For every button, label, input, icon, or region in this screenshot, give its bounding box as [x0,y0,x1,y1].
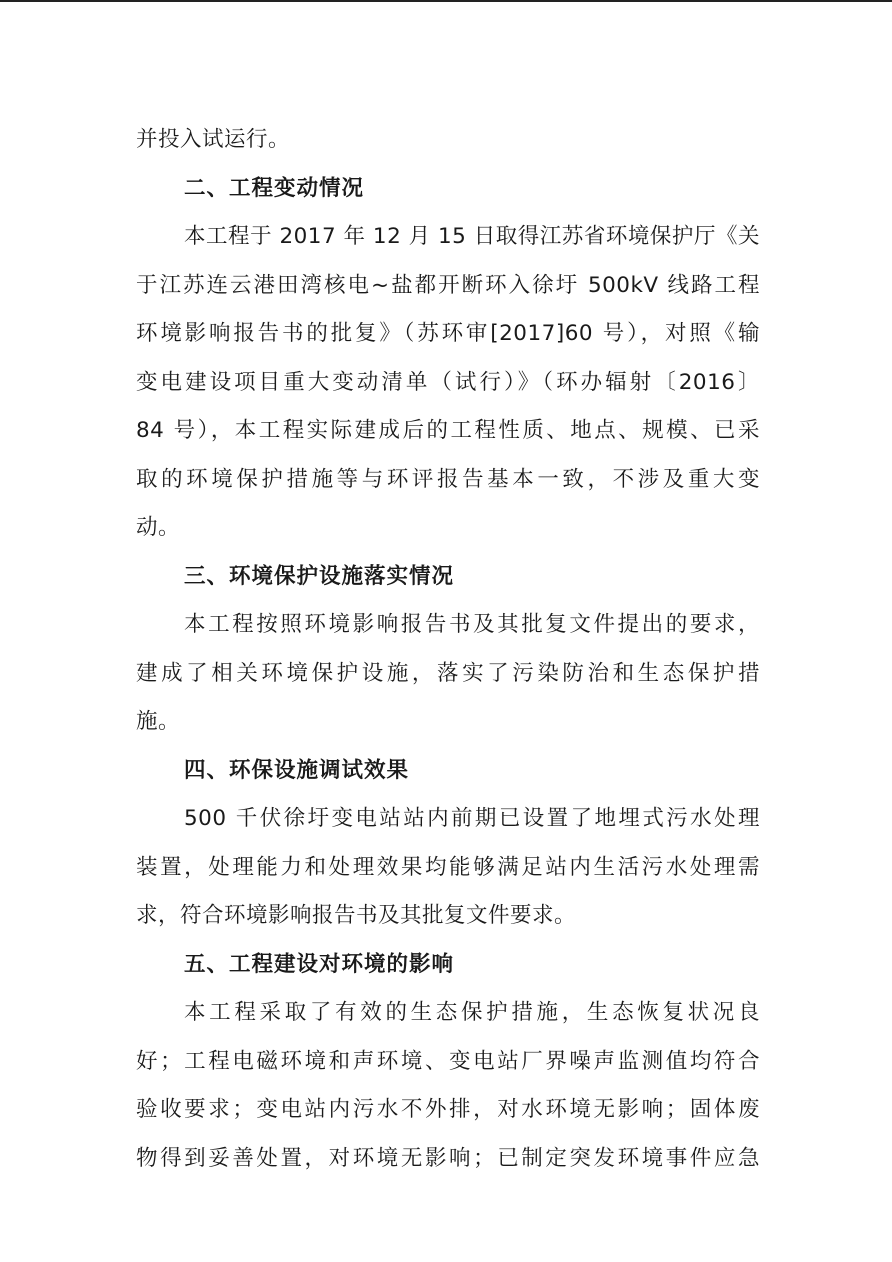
paragraph-line: 动。 [136,515,181,540]
paragraph-line: 物得到妥善处置，对环境无影响；已制定突发环境事件应急 [136,1145,760,1171]
section-heading: 四、环保设施调试效果 [184,757,410,783]
paragraph-line: 施。 [136,709,181,734]
document-body [136,116,760,1183]
paragraph-line: 环境影响报告书的批复》（苏环审[2017]60 号），对照《输 [136,321,760,346]
paragraph-line: 本工程于 2017 年 12 月 15 日取得江苏省环境保护厅《关 [184,224,760,249]
paragraph-line: 本工程采取了有效的生态保护措施，生态恢复状况良 [184,1000,760,1025]
paragraph-line: 500 千伏徐圩变电站站内前期已设置了地埋式污水处理 [184,806,760,831]
paragraph-line: 建成了相关环境保护设施，落实了污染防治和生态保护措 [136,660,760,686]
paragraph-line: 装置，处理能力和处理效果均能够满足站内生活污水处理需 [136,854,760,880]
paragraph-line: 验收要求；变电站内污水不外排，对水环境无影响；固体废 [136,1097,760,1122]
paragraph-line: 好；工程电磁环境和声环境、变电站厂界噪声监测值均符合 [136,1048,760,1074]
paragraph-line: 并投入试运行。 [136,127,291,152]
paragraph-line: 取的环境保护措施等与环评报告基本一致，不涉及重大变 [136,466,760,492]
paragraph-line: 84 号），本工程实际建成后的工程性质、地点、规模、已采 [136,418,760,443]
section-heading: 二、工程变动情况 [184,175,365,201]
section-heading: 三、环境保护设施落实情况 [184,563,455,589]
page-top-border [0,0,892,2]
paragraph-line: 变电建设项目重大变动清单（试行）》（环办辐射〔2016〕 [136,369,760,395]
paragraph-line: 本工程按照环境影响报告书及其批复文件提出的要求， [184,612,760,637]
paragraph-line: 于江苏连云港田湾核电~盐都开断环入徐圩 500kV 线路工程 [136,272,760,298]
section-heading: 五、工程建设对环境的影响 [184,951,455,977]
paragraph-line: 求，符合环境影响报告书及其批复文件要求。 [136,903,577,928]
